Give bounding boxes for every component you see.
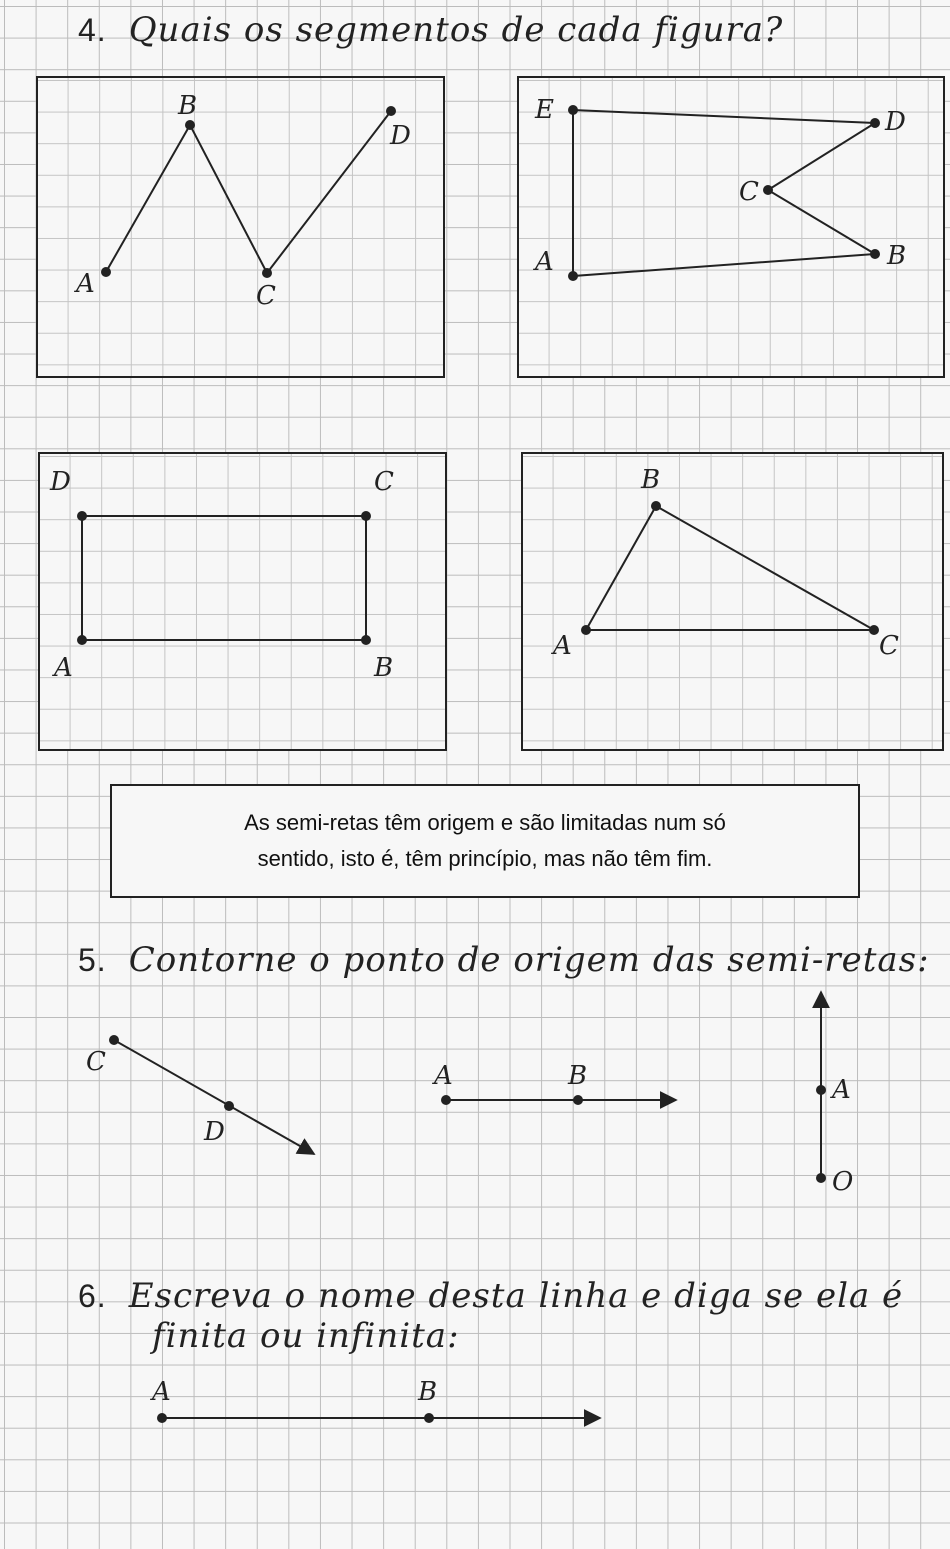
ray2-label-b: B <box>568 1061 588 1091</box>
fig4-label-c: C <box>879 631 899 661</box>
question-6-number: 6. <box>78 1278 107 1314</box>
question-5-number: 5. <box>78 942 107 978</box>
fig1-label-a: A <box>76 269 95 299</box>
ray1-label-c: C <box>86 1047 106 1077</box>
definition-line-2: sentido, isto é, têm princípio, mas não têm fim. <box>257 846 713 871</box>
ray1-label-d: D <box>204 1117 225 1147</box>
fig1-label-b: B <box>178 91 198 121</box>
question-4-text: Quais os segmentos de cada figura? <box>128 10 784 50</box>
question-6-line-1: Escreva o nome desta linha e diga se ela é <box>128 1276 904 1316</box>
fig2-label-d: D <box>885 107 906 137</box>
question-6-line-2: finita ou infinita: <box>152 1316 460 1356</box>
fig2-label-c: C <box>739 177 759 207</box>
fig2-label-b: B <box>887 241 907 271</box>
ray3-label-a: A <box>832 1075 851 1105</box>
q6-label-b: B <box>418 1377 438 1407</box>
fig1-label-c: C <box>256 281 276 311</box>
fig3-label-b: B <box>374 653 394 683</box>
fig4-label-b: B <box>641 465 661 495</box>
ray-ab <box>432 1061 676 1105</box>
ray3-label-o: O <box>832 1167 854 1197</box>
fig4-label-a: A <box>553 631 572 661</box>
ray-oa <box>816 992 853 1197</box>
ray2-label-a: A <box>434 1061 453 1091</box>
fig2-label-a: A <box>535 247 554 277</box>
q6-label-a: A <box>152 1377 171 1407</box>
ray-cd <box>86 1035 314 1154</box>
fig3-label-a: A <box>54 653 73 683</box>
question-5-text: Contorne o ponto de origem das semi-retas: <box>128 940 930 980</box>
question-6 <box>78 1276 903 1316</box>
definition-line-1: As semi-retas têm origem e são limitadas num só <box>244 810 726 835</box>
line-ab-q6 <box>150 1377 600 1423</box>
fig2-label-e: E <box>535 95 554 125</box>
fig3-label-d: D <box>50 467 71 497</box>
fig1-label-d: D <box>390 121 411 151</box>
fig3-label-c: C <box>374 467 394 497</box>
question-6-line-2-wrap <box>152 1316 460 1356</box>
question-4-number: 4. <box>78 12 107 48</box>
